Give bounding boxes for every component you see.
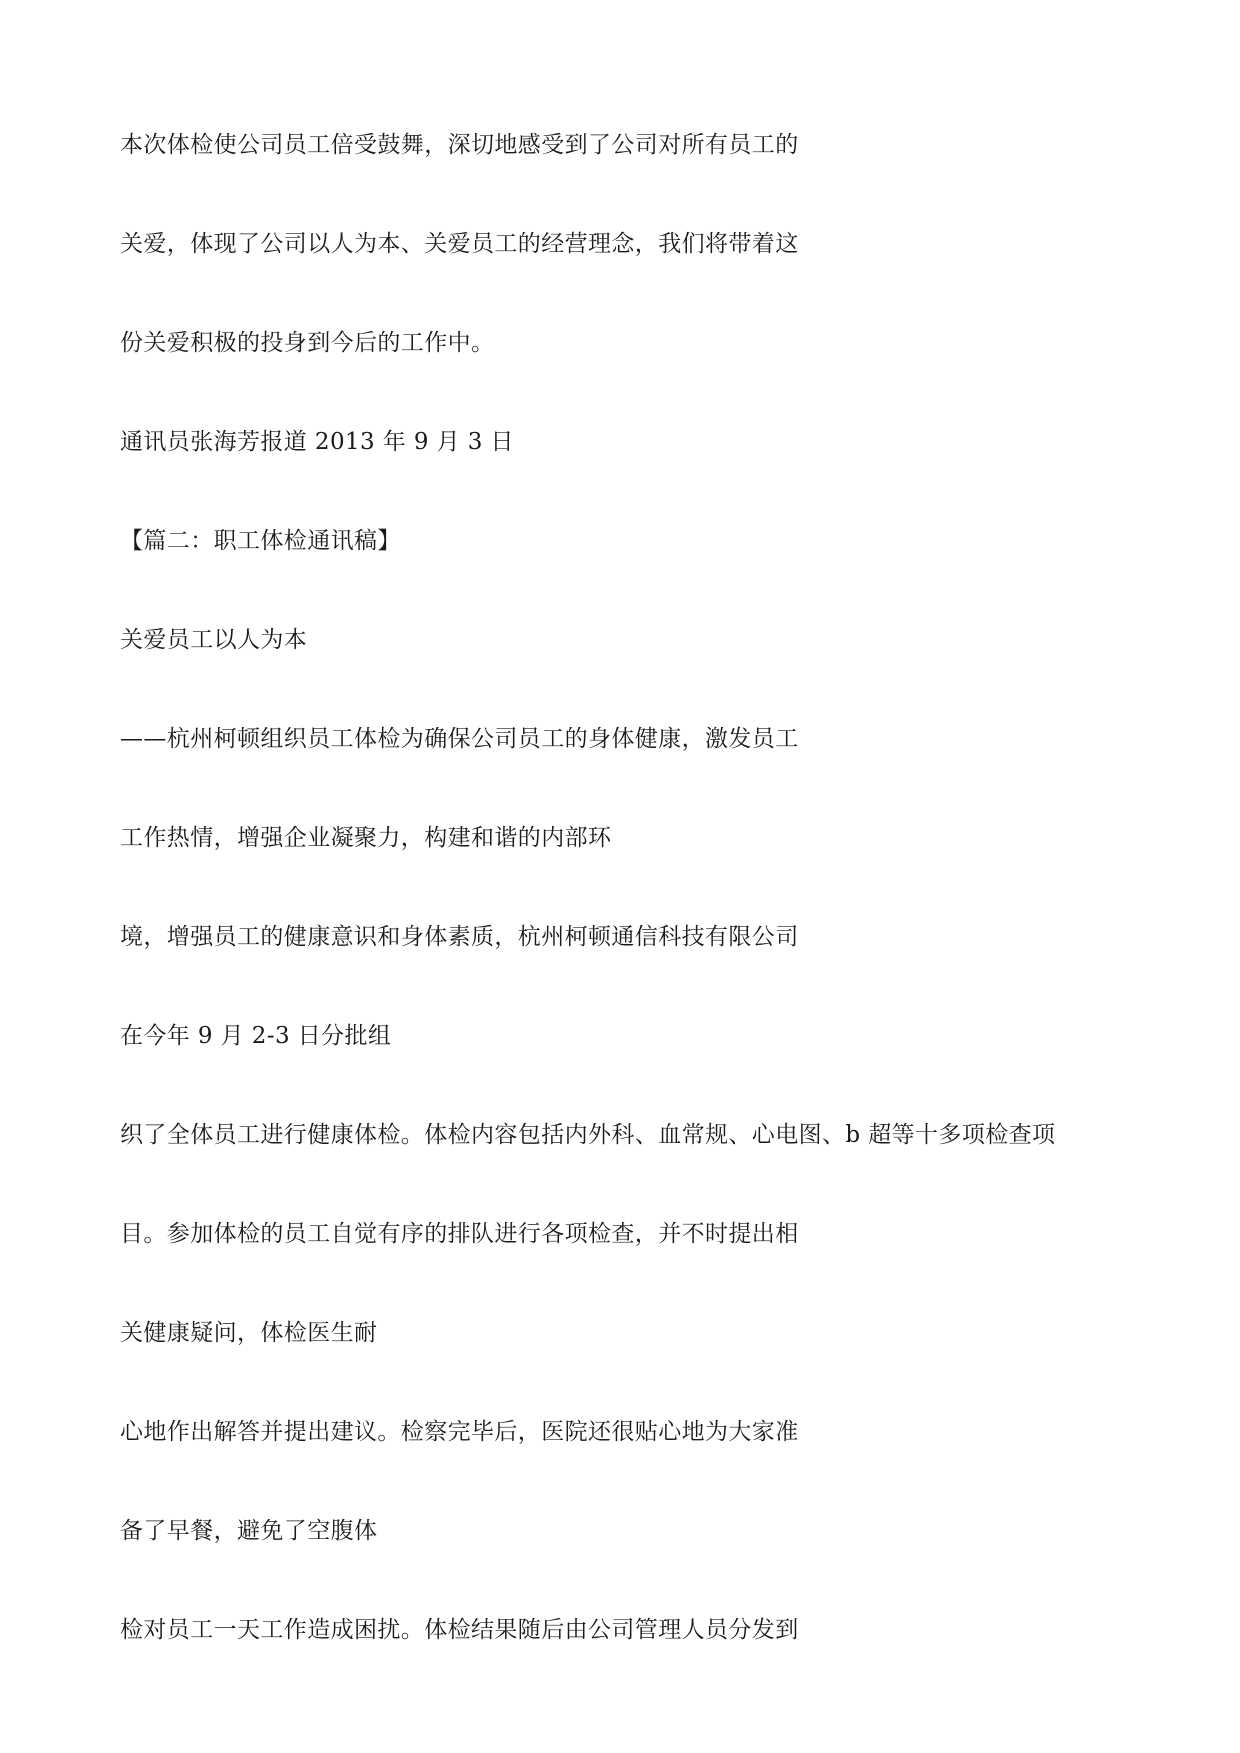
paragraph-line: 境，增强员工的健康意识和身体素质，杭州柯顿通信科技有限公司 — [120, 924, 799, 950]
paragraph-line: 织了全体员工进行健康体检。体检内容包括内外科、血常规、心电图、b 超等十多项检查项 — [120, 1122, 1056, 1148]
reporter-byline: 通讯员张海芳报道 2013 年 9 月 3 日 — [120, 429, 514, 455]
paragraph-line: 检对员工一天工作造成困扰。体检结果随后由公司管理人员分发到 — [120, 1617, 799, 1643]
paragraph-line: 份关爱积极的投身到今后的工作中。 — [120, 330, 495, 356]
paragraph-line: 工作热情，增强企业凝聚力，构建和谐的内部环 — [120, 825, 612, 851]
paragraph-line: 本次体检使公司员工倍受鼓舞，深切地感受到了公司对所有员工的 — [120, 132, 799, 158]
paragraph-line: 目。参加体检的员工自觉有序的排队进行各项检查，并不时提出相 — [120, 1221, 799, 1247]
paragraph-line: 备了早餐，避免了空腹体 — [120, 1518, 378, 1544]
article-title: 关爱员工以人为本 — [120, 627, 308, 653]
section-heading: 【篇二：职工体检通讯稿】 — [120, 528, 401, 554]
paragraph-line: 在今年 9 月 2-3 日分批组 — [120, 1023, 392, 1049]
paragraph-line: 关健康疑问，体检医生耐 — [120, 1320, 378, 1346]
paragraph-line: 心地作出解答并提出建议。检察完毕后，医院还很贴心地为大家准 — [120, 1419, 799, 1445]
paragraph-line: 关爱，体现了公司以人为本、关爱员工的经营理念，我们将带着这 — [120, 231, 799, 257]
article-subtitle-line: ——杭州柯顿组织员工体检为确保公司员工的身体健康，激发员工 — [120, 726, 799, 752]
